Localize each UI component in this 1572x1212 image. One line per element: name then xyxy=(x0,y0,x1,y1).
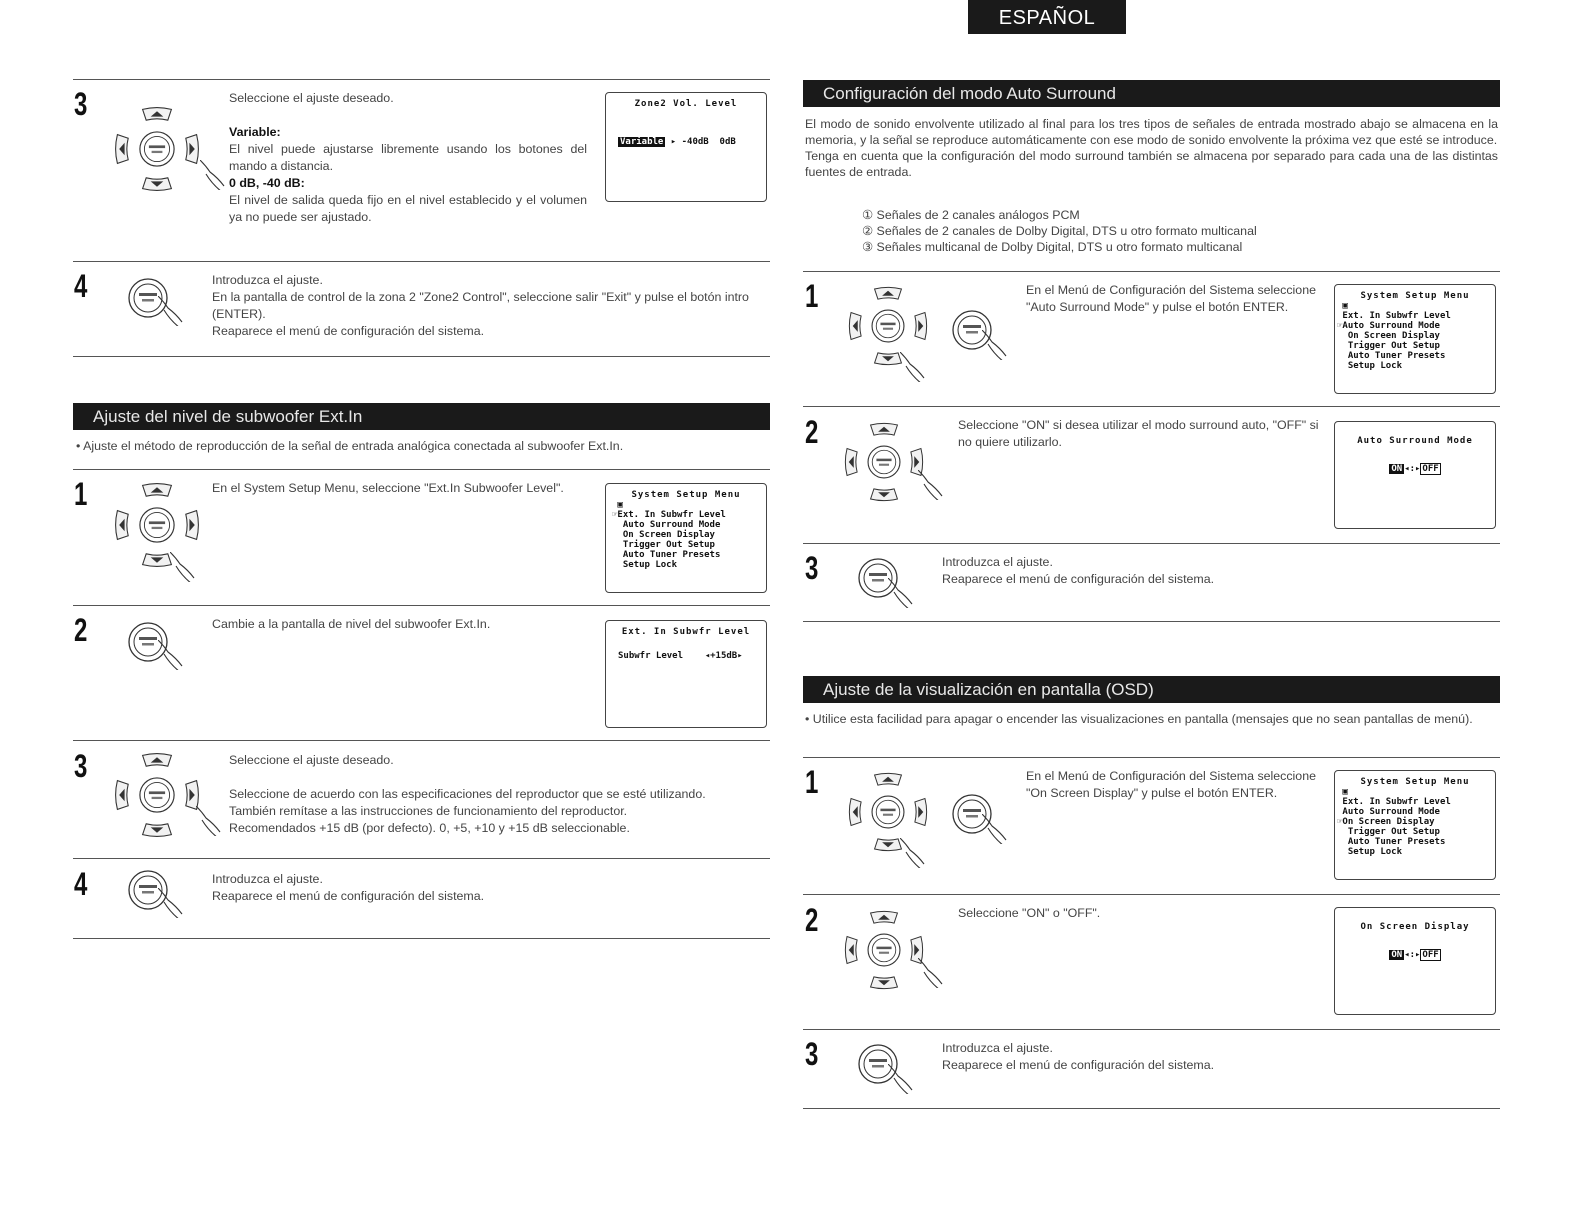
step-text: Seleccione el ajuste deseado. Seleccione de acuerdo con las especificaciones del reproductor que se esté utilizando. También remítase a las instrucciones de funcionamiento del reproductor. Recomendados +15 dB (por defecto). 0, +5, +10 y +15 dB seleccionable. xyxy=(229,753,706,835)
step-number: 4 xyxy=(74,866,88,902)
lcd-display: System Setup Menu ▣ Ext. In Subwfr Level Auto Surround Mode ☞On Screen Display Trigger Out Setup Auto Tuner Presets Setup Lock xyxy=(1334,770,1496,880)
language-tab: ESPAÑOL xyxy=(968,0,1126,34)
hand-icon xyxy=(888,578,918,608)
step-number: 3 xyxy=(74,86,88,122)
step-text: Introduzca el ajuste. En la pantalla de control de la zona 2 "Zone2 Control", seleccione salir "Exit" y pulse el botón intro (ENTER). Reaparece el menú de configuración del sistema. xyxy=(212,273,749,338)
divider xyxy=(803,543,1500,544)
divider xyxy=(73,469,770,470)
hand-icon xyxy=(158,888,188,918)
divider xyxy=(73,261,770,262)
section-bullet: • Ajuste el método de reproducción de la señal de entrada analógica conectada al subwoofer Ext.In. xyxy=(76,438,766,455)
hand-icon xyxy=(200,160,230,190)
section-intro: El modo de sonido envolvente utilizado al final para los tres tipos de señales de entrada mostrado abajo se almacena en la memoria, y la señal se reproduce automáticamente con ese modo de sonido envolvente la próxima vez que esté se introduce. Tenga en cuenta que la configuración del modo surround también se almacena por separado para cada una de las distintas fuentes de entrada. xyxy=(805,117,1498,179)
hand-icon xyxy=(888,1064,918,1094)
lcd-display: System Setup Menu ▣ Ext. In Subwfr Level ☞Auto Surround Mode On Screen Display Trigger Out Setup Auto Tuner Presets Setup Lock xyxy=(1334,284,1496,394)
step-number: 4 xyxy=(74,268,88,304)
hand-icon xyxy=(158,640,188,670)
divider xyxy=(803,406,1500,407)
lcd-display: Ext. In Subwfr Level Subwfr Level ◂+15dB▸ xyxy=(605,620,767,728)
cursor-pad-icon xyxy=(842,420,926,504)
lcd-display: System Setup Menu ▣ ☞Ext. In Subwfr Level Auto Surround Mode On Screen Display Trigger Out Setup Auto Tuner Presets Setup Lock xyxy=(605,483,767,593)
divider xyxy=(73,356,770,357)
step-number: 2 xyxy=(805,902,819,938)
step-number: 1 xyxy=(74,476,88,512)
hand-icon xyxy=(900,352,930,382)
divider xyxy=(73,79,770,80)
hand-icon xyxy=(158,296,188,326)
step-text: Introduzca el ajuste. Reaparece el menú de configuración del sistema. xyxy=(942,555,1215,586)
section-bullet: • Utilice esta facilidad para apagar o encender las visualizaciones en pantalla (mensajes que no sean pantallas de menú). xyxy=(805,711,1498,727)
list-item: ③ Señales multicanal de Dolby Digital, DTS u otro formato multicanal xyxy=(862,240,1243,254)
divider xyxy=(73,858,770,859)
hand-icon xyxy=(918,470,948,500)
step-text: Seleccione "ON" o "OFF". xyxy=(958,906,1101,920)
list-item: ② Señales de 2 canales de Dolby Digital, DTS u otro formato multicanal xyxy=(862,224,1257,238)
hand-icon xyxy=(170,552,200,582)
step-number: 3 xyxy=(805,1036,819,1072)
section-title: Ajuste del nivel de subwoofer Ext.In xyxy=(73,403,770,430)
lcd-display: Zone2 Vol. Level Variable ▸ -40dB 0dB xyxy=(605,92,767,202)
list-item: ① Señales de 2 canales análogos PCM xyxy=(862,208,1080,222)
divider xyxy=(803,757,1500,758)
divider xyxy=(73,938,770,939)
step-text: En el Menú de Configuración del Sistema seleccione "On Screen Display" y pulse el botón ENTER. xyxy=(1026,769,1316,800)
section-title: Ajuste de la visualización en pantalla (OSD) xyxy=(803,676,1500,703)
hand-icon xyxy=(196,806,226,836)
step-text: Introduzca el ajuste. Reaparece el menú de configuración del sistema. xyxy=(212,872,485,903)
step-text: Cambie a la pantalla de nivel del subwoofer Ext.In. xyxy=(212,617,491,631)
step-number: 2 xyxy=(74,612,88,648)
cursor-pad-icon xyxy=(842,908,926,992)
divider xyxy=(803,271,1500,272)
divider xyxy=(803,894,1500,895)
step-text: Introduzca el ajuste. Reaparece el menú de configuración del sistema. xyxy=(942,1041,1215,1072)
section-title: Configuración del modo Auto Surround xyxy=(803,80,1500,107)
step-number: 1 xyxy=(805,764,819,800)
cursor-pad-icon xyxy=(112,750,202,840)
lcd-display: On Screen Display ON ◂:▸ OFF xyxy=(1334,907,1496,1015)
hand-icon xyxy=(982,814,1012,844)
hand-icon xyxy=(982,330,1012,360)
signal-list xyxy=(862,207,1462,255)
step-number: 1 xyxy=(805,278,819,314)
divider xyxy=(73,605,770,606)
step-text: En el System Setup Menu, seleccione "Ext.In Subwoofer Level". xyxy=(212,481,564,495)
lcd-display: Auto Surround Mode ON ◂:▸ OFF xyxy=(1334,421,1496,529)
step-text: En el Menú de Configuración del Sistema seleccione "Auto Surround Mode" y pulse el botón ENTER. xyxy=(1026,283,1316,314)
divider xyxy=(73,740,770,741)
divider xyxy=(803,1029,1500,1030)
hand-icon xyxy=(918,958,948,988)
step-number: 3 xyxy=(74,748,88,784)
step-number: 2 xyxy=(805,414,819,450)
cursor-pad-icon xyxy=(112,104,202,194)
divider xyxy=(803,1108,1500,1109)
step-text: Seleccione "ON" si desea utilizar el modo surround auto, "OFF" si no quiere utilizarlo. xyxy=(958,418,1319,449)
divider xyxy=(803,621,1500,622)
step-number: 3 xyxy=(805,550,819,586)
hand-icon xyxy=(900,838,930,868)
step-text: Seleccione el ajuste deseado. Variable: El nivel puede ajustarse libremente usando los botones del mando a distancia. 0 dB, -40 dB: El nivel de salida queda fijo en el nivel establecido y el volumen ya no puede ser ajustado. xyxy=(229,91,587,224)
